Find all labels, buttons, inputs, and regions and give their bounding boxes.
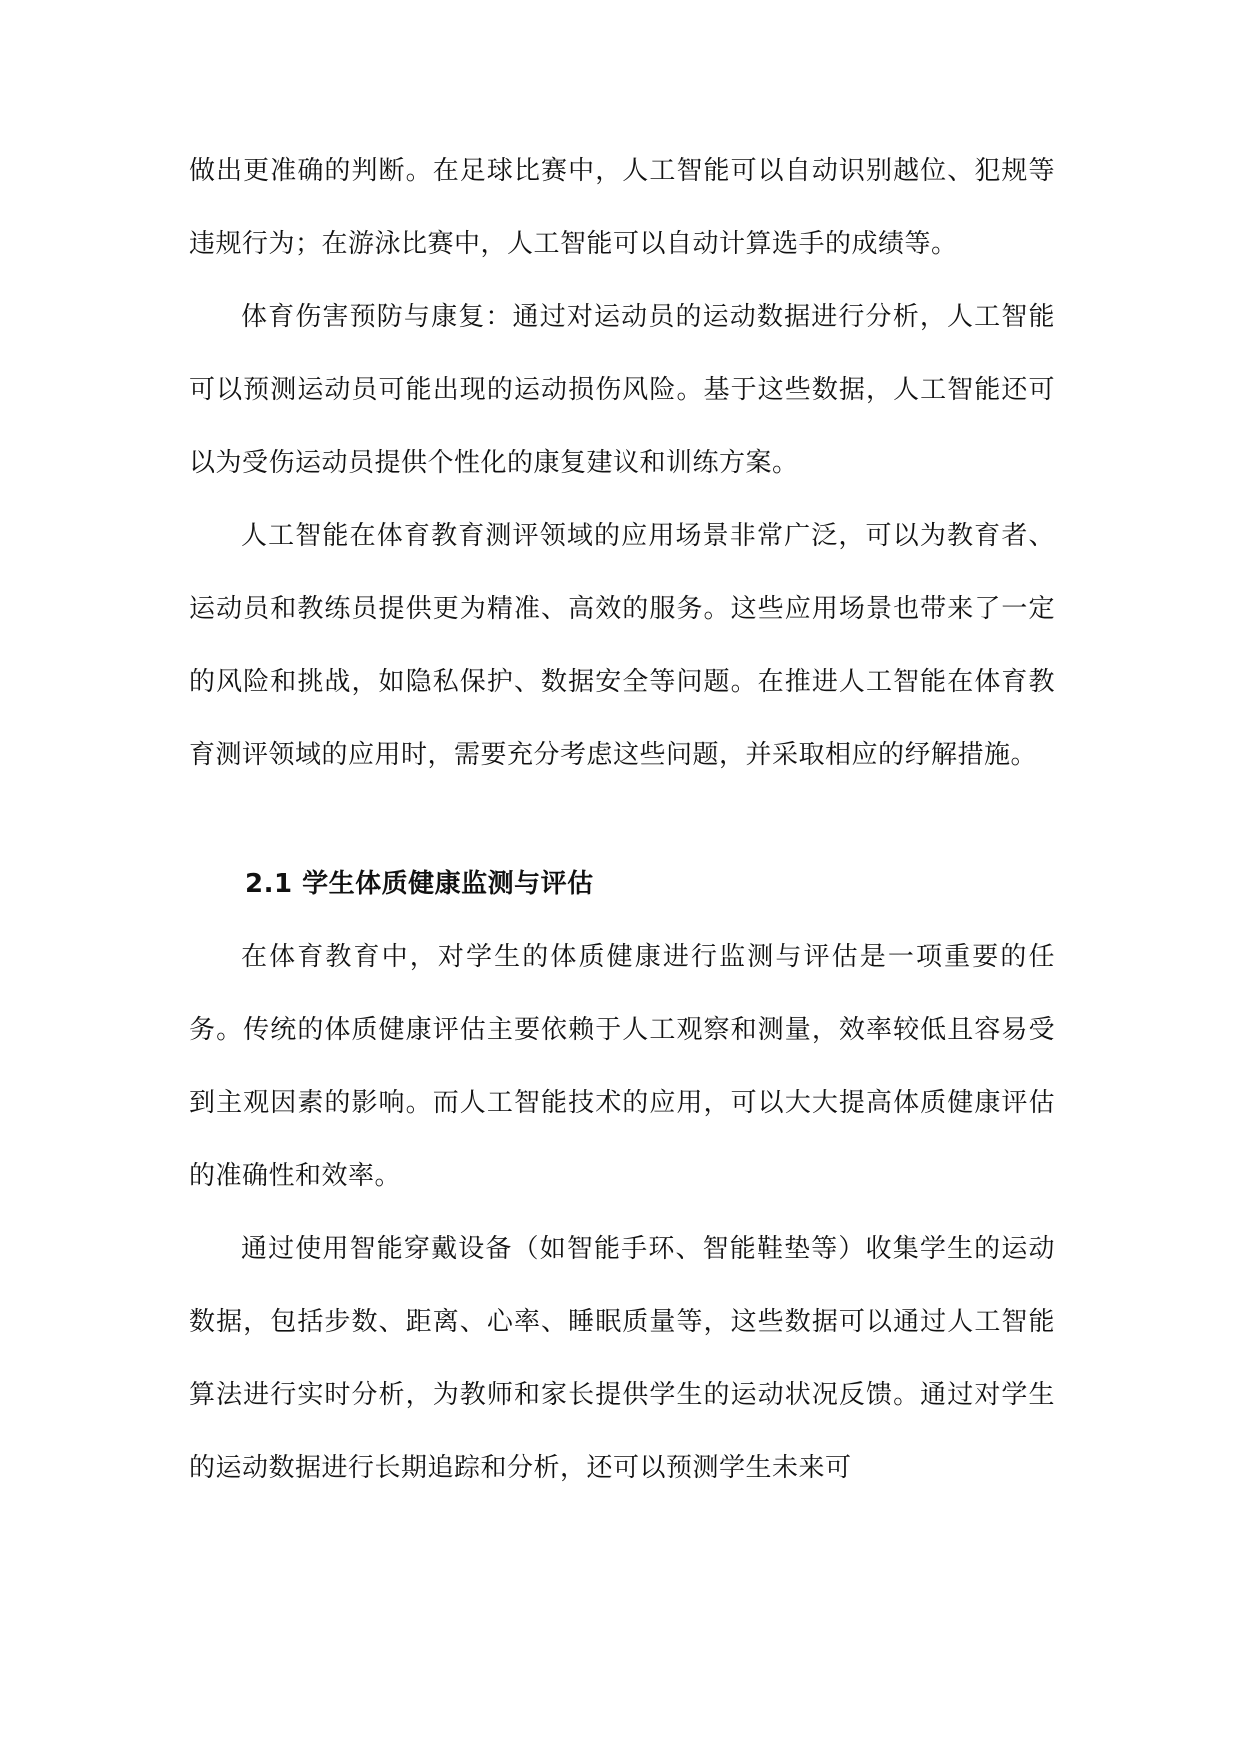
- paragraph-continued: 做出更准确的判断。在足球比赛中，人工智能可以自动识别越位、犯规等违规行为；在游泳比赛中，人工智能可以自动计算选手的成绩等。: [189, 156, 1055, 259]
- paragraph-health-monitoring: 在体育教育中，对学生的体质健康进行监测与评估是一项重要的任务。传统的体质健康评估主要依赖于人工观察和测量，效率较低且容易受到主观因素的影响。而人工智能技术的应用，可以大大提高体质健康评估的准确性和效率。: [189, 942, 1055, 1191]
- paragraph-wearable-devices: 通过使用智能穿戴设备（如智能手环、智能鞋垫等）收集学生的运动数据，包括步数、距离、心率、睡眠质量等，这些数据可以通过人工智能算法进行实时分析，为教师和家长提供学生的运动状况反馈。通过对学生的运动数据进行长期追踪和分析，还可以预测学生未来可: [189, 1234, 1055, 1483]
- section-heading: 2.1 学生体质健康监测与评估: [245, 869, 594, 899]
- paragraph-injury-prevention: 体育伤害预防与康复：通过对运动员的运动数据进行分析，人工智能可以预测运动员可能出现的运动损伤风险。基于这些数据，人工智能还可以为受伤运动员提供个性化的康复建议和训练方案。: [189, 302, 1055, 478]
- paragraph-application-scenarios: 人工智能在体育教育测评领域的应用场景非常广泛，可以为教育者、运动员和教练员提供更为精准、高效的服务。这些应用场景也带来了一定的风险和挑战，如隐私保护、数据安全等问题。在推进人工智能在体育教育测评领域的应用时，需要充分考虑这些问题，并采取相应的纾解措施。: [189, 521, 1055, 770]
- document-body: [189, 135, 1055, 1505]
